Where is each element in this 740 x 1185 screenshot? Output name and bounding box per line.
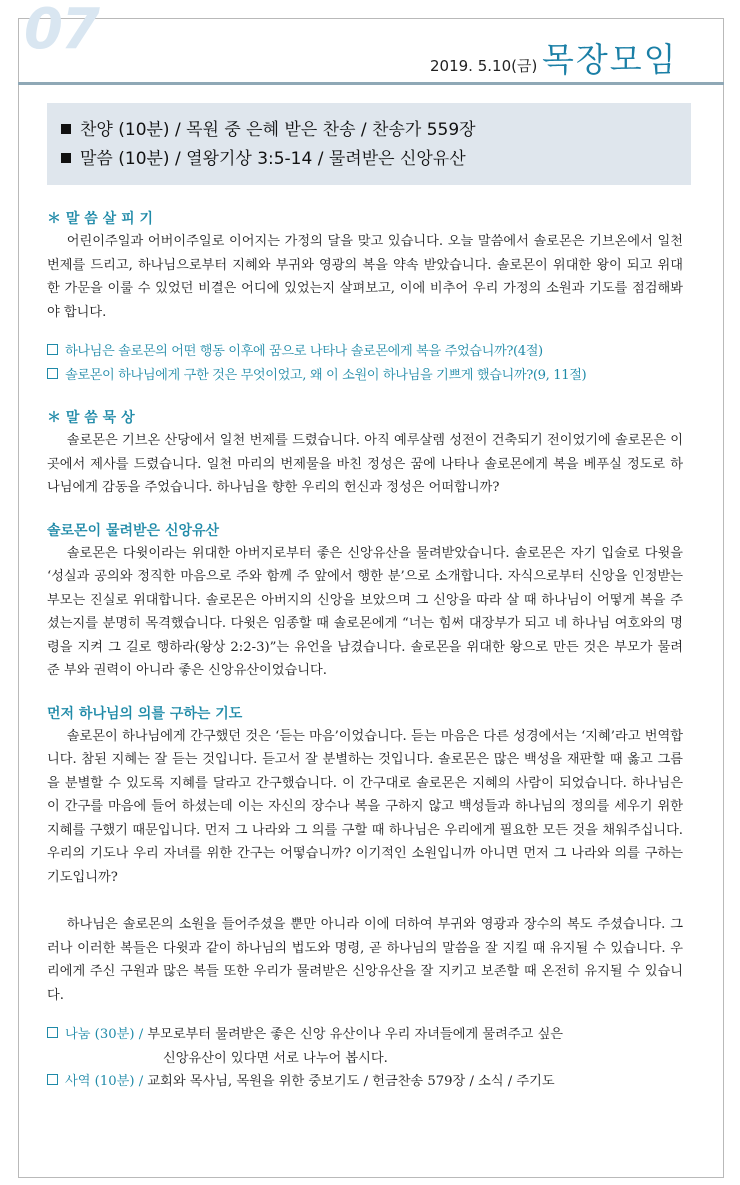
question-2-text: 솔로몬이 하나님에게 구한 것은 무엇이었고, 왜 이 소원이 하나님을 기쁘게 했습니까?(9, 11절) xyxy=(65,367,587,383)
main-content xyxy=(47,208,683,1094)
word-text: 말씀 (10분) / 열왕기상 3:5-14 / 물려받은 신앙유산 xyxy=(80,149,466,169)
section-title-explore: ＊ 말 씀 살 피 기 xyxy=(47,211,153,227)
square-bullet-icon xyxy=(61,124,71,134)
section-title-prayer: 먼저 하나님의 의를 구하는 기도 xyxy=(47,705,243,722)
info-line-word xyxy=(61,145,691,174)
paragraph-meditation: 솔로몬은 기브온 산당에서 일천 번제를 드렸습니다. 아직 예루살렘 성전이 건축되기 전이었기에 솔로몬은 이곳에서 제사를 드렸습니다. 일천 마리의 번제물을 바친 정성은 꿈에 나타나 솔로몬에게 복을 베푸실 정도로 하나님에게 감동을 주었습니다. 하나님을 향한 우리의 헌신과 정성은 어떠합니까? xyxy=(47,433,683,495)
activity-sharing-text-cont: 신앙유산이 있다면 서로 나누어 봅시다. xyxy=(163,1050,388,1066)
praise-text: 찬양 (10분) / 목원 중 은혜 받은 찬송 / 찬송가 559장 xyxy=(80,120,476,140)
page-number: 07 xyxy=(24,0,98,62)
activity-ministry-label: 사역 (10분) xyxy=(65,1074,135,1089)
question-1 xyxy=(47,340,683,364)
activity-ministry-text: 교회와 목사님, 목원을 위한 중보기도 / 헌금찬송 579장 / 소식 / 주기도 xyxy=(147,1074,555,1089)
activity-sharing-label: 나눔 (30분) xyxy=(65,1027,135,1042)
checkbox-square-icon xyxy=(47,344,58,355)
paragraph-conclusion: 하나님은 솔로몬의 소원을 들어주셨을 뿐만 아니라 이에 더하여 부귀와 영광과 장수의 복도 주셨습니다. 그러나 이러한 복들은 다윗과 같이 하나님의 법도와 명령, 곧 하나님의 말씀을 잘 지킬 때 유지될 수 있습니다. 우리에게 주신 구원과 많은 복들 또한 우리가 물려받은 신앙유산을 잘 지키고 보존할 때 온전히 유지될 수 있습니다. xyxy=(47,917,683,1003)
section-title-heritage: 솔로몬이 물려받은 신앙유산 xyxy=(47,522,220,539)
activity-sharing xyxy=(47,1023,683,1047)
activity-ministry-separator: / xyxy=(138,1074,144,1089)
worship-info-box xyxy=(47,103,691,185)
date: 2019. 5.10(금) xyxy=(430,57,538,75)
section-title-meditation: ＊ 말 씀 묵 상 xyxy=(47,410,135,426)
paragraph-prayer: 솔로몬이 하나님에게 간구했던 것은 ‘듣는 마음’이었습니다. 듣는 마음은 다른 성경에서는 ‘지혜’라고 번역합니다. 참된 지혜는 잘 듣는 것입니다. 듣고서 잘 분별하는 것입니다. 솔로몬은 많은 백성을 재판할 때 옳고 그름을 분별할 수 있도록 지혜를 달라고 간구했습니다. 이 간구대로 솔로몬은 지혜의 사람이 되었습니다. 하나님은 이 간구를 마음에 들어 하셨는데 이는 자신의 장수나 복을 구하지 않고 백성들과 하나님의 정의를 세우기 위한 지혜를 구했기 때문입니다. 먼저 그 나라와 그 의를 구할 때 하나님은 우리에게 필요한 모든 것을 채워주십니다. 우리의 기도나 우리 자녀를 위한 간구는 어떻습니까? 이기적인 소원입니까 아니면 먼저 그 나라와 의를 구하는 기도입니까? xyxy=(47,728,683,885)
checkbox-square-icon xyxy=(47,368,58,379)
paragraph-heritage: 솔로몬은 다윗이라는 위대한 아버지로부터 좋은 신앙유산을 물려받았습니다. 솔로몬은 자기 입술로 다윗을 ‘성실과 공의와 정직한 마음으로 주와 함께 주 앞에서 행한 분’으로 소개합니다. 자식으로부터 신앙을 인정받는 부모는 진실로 위대합니다. 솔로몬은 아버지의 신앙을 보았으며 그 신앙을 따라 살 때 하나님이 어떻게 복을 주셨는지를 분명히 목격했습니다. 다윗은 임종할 때 솔로몬에게 “너는 힘써 대장부가 되고 네 하나님 여호와의 명령을 지켜 그 길로 행하라(왕상 2:2-3)”는 유언을 남겼습니다. 솔로몬을 위대한 왕으로 만든 것은 부모가 물려준 부와 권력이 아니라 좋은 신앙유산이었습니다. xyxy=(47,545,683,678)
page-title: 목장모임 xyxy=(542,40,678,79)
square-bullet-icon xyxy=(61,153,71,163)
activity-sharing-text: 부모로부터 물려받은 좋은 신앙 유산이나 우리 자녀들에게 물려주고 싶은 xyxy=(147,1027,564,1042)
paragraph-explore: 어린이주일과 어버이주일로 이어지는 가정의 달을 맞고 있습니다. 오늘 말씀에서 솔로몬은 기브온에서 일천 번제를 드리고, 하나님으로부터 지혜와 부귀와 영광의 복을 약속 받았습니다. 솔로몬이 위대한 왕이 되고 위대한 가문을 이룰 수 있었던 비결은 어디에 있었는지 살펴보고, 이에 비추어 우리 가정의 소원과 기도를 점검해봐야 합니다. xyxy=(47,234,683,320)
question-1-text: 하나님은 솔로몬의 어떤 행동 이후에 꿈으로 나타나 솔로몬에게 복을 주었습니까?(4절) xyxy=(65,344,543,359)
checkbox-square-icon xyxy=(47,1027,58,1038)
activity-ministry xyxy=(47,1070,683,1094)
header-divider xyxy=(18,82,724,85)
checkbox-square-icon xyxy=(47,1074,58,1085)
question-2 xyxy=(47,364,683,388)
info-line-praise xyxy=(61,116,691,145)
activity-sharing-separator: / xyxy=(138,1027,144,1042)
